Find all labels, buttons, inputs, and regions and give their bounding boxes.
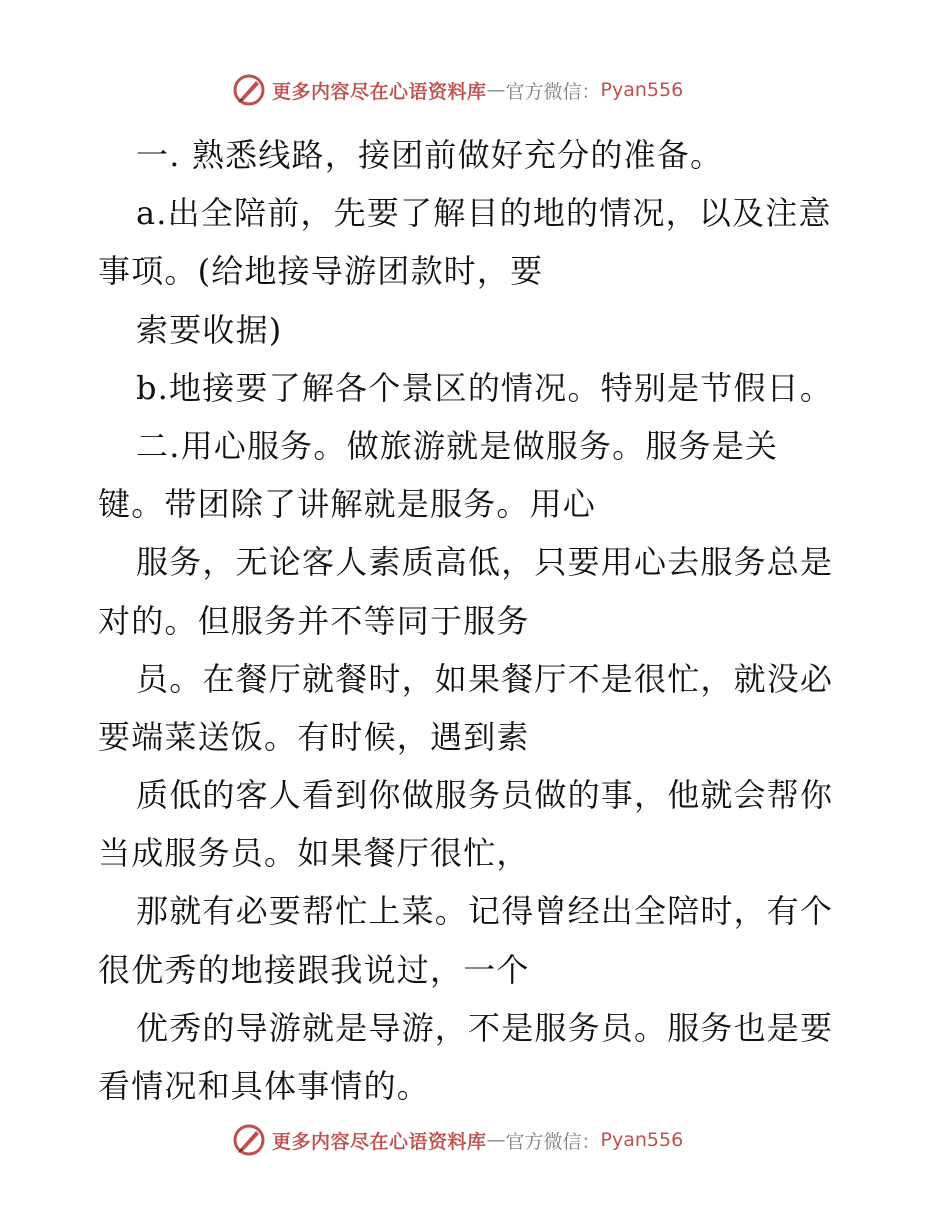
header-watermark xyxy=(232,72,752,108)
watermark-text: 更多内容尽在心语资料库 xyxy=(272,80,487,103)
text-line: 对的。但服务并不等同于服务 xyxy=(98,601,530,640)
text-line: 员。在餐厅就餐时，如果餐厅不是很忙，就没必 xyxy=(136,659,834,698)
text-line: 二.用心服务。做旅游就是做服务。服务是关 xyxy=(136,426,779,465)
text-line: 看情况和具体事情的。 xyxy=(98,1067,431,1105)
text-line: 质低的客人看到你做服务员做的事，他就会帮你 xyxy=(136,776,834,815)
text-line: 事项。(给地接导游团款时，要 xyxy=(98,252,544,291)
quill-logo-icon xyxy=(232,73,266,107)
document-body xyxy=(98,126,858,1115)
text-line: 那就有必要帮忙上菜。记得曾经出全陪时，有个 xyxy=(136,892,834,931)
text-line: 服务，无论客人素质高低，只要用心去服务总是 xyxy=(136,543,834,582)
watermark-wechat-label: 官方微信： xyxy=(505,80,601,103)
watermark-wechat-label: 官方微信： xyxy=(505,1130,601,1153)
watermark-dash: — xyxy=(486,79,506,101)
watermark-dash: — xyxy=(486,1129,506,1151)
text-line: 很优秀的地接跟我说过，一个 xyxy=(98,950,530,989)
footer-watermark xyxy=(232,1122,752,1158)
quill-logo-icon xyxy=(232,1123,266,1157)
text-line: b.地接要了解各个景区的情况。特别是节假日。 xyxy=(136,368,834,407)
text-line: 当成服务员。如果餐厅很忙， xyxy=(98,834,530,873)
text-line: 优秀的导游就是导游，不是服务员。服务也是要 xyxy=(136,1008,834,1047)
text-line: a.出全陪前，先要了解目的地的情况，以及注意 xyxy=(136,194,832,233)
text-line: 索要收据) xyxy=(136,310,283,349)
text-line: 一. 熟悉线路，接团前做好充分的准备。 xyxy=(136,136,724,174)
text-line: 键。带团除了讲解就是服务。用心 xyxy=(98,485,597,524)
watermark-wechat-id: Pyan556 xyxy=(600,1129,684,1151)
text-line: 要端菜送饭。有时候，遇到素 xyxy=(98,717,530,756)
watermark-text: 更多内容尽在心语资料库 xyxy=(272,1130,487,1153)
watermark-wechat-id: Pyan556 xyxy=(600,79,684,101)
